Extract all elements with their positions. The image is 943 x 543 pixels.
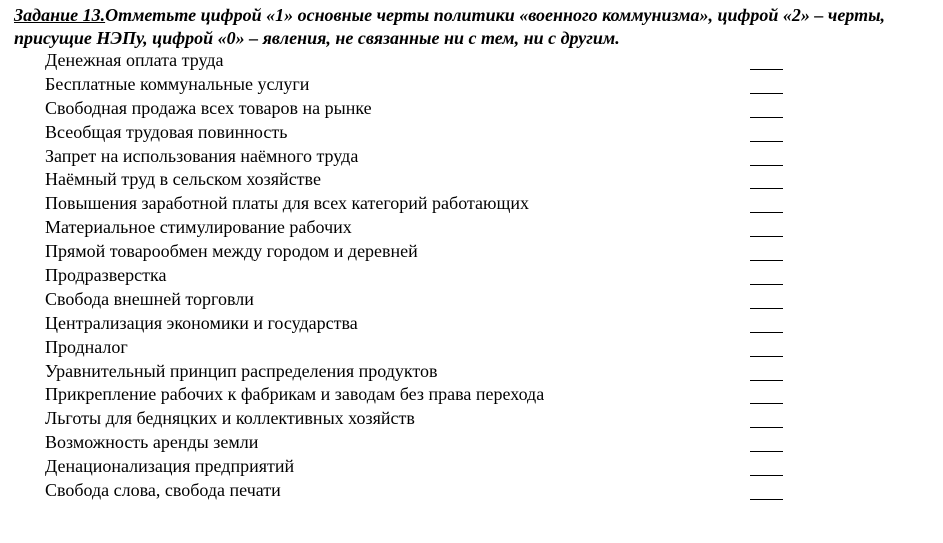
items-list (45, 49, 805, 503)
item-text: Материальное стимулирование рабочих (45, 217, 352, 238)
item-text: Всеобщая трудовая повинность (45, 121, 288, 142)
answer-blank[interactable] (750, 455, 783, 476)
list-item (45, 455, 805, 479)
item-text: Запрет на использования наёмного труда (45, 145, 359, 166)
list-item (45, 264, 805, 288)
answer-blank[interactable] (750, 479, 783, 500)
list-item (45, 407, 805, 431)
answer-blank[interactable] (750, 383, 783, 404)
list-item (45, 168, 805, 192)
item-text: Уравнительный принцип распределения продуктов (45, 360, 438, 381)
answer-blank[interactable] (750, 168, 783, 189)
list-item (45, 145, 805, 169)
list-item (45, 121, 805, 145)
answer-blank[interactable] (750, 73, 783, 94)
answer-blank[interactable] (750, 264, 783, 285)
answer-blank[interactable] (750, 288, 783, 309)
list-item (45, 360, 805, 384)
item-text: Продналог (45, 336, 128, 357)
item-text: Повышения заработной платы для всех категорий работающих (45, 193, 529, 214)
answer-blank[interactable] (750, 431, 783, 452)
item-text: Денежная оплата труда (45, 50, 224, 70)
list-item (45, 336, 805, 360)
answer-blank[interactable] (750, 216, 783, 237)
item-text: Централизация экономики и государства (45, 312, 358, 333)
answer-blank[interactable] (750, 97, 783, 118)
item-text: Свободная продажа всех товаров на рынке (45, 97, 372, 118)
item-text: Продразверстка (45, 265, 167, 286)
item-text: Возможность аренды земли (45, 432, 259, 453)
item-text: Прикрепление рабочих к фабрикам и заводам без права перехода (45, 384, 545, 405)
item-text: Денационализация предприятий (45, 456, 295, 477)
list-item (45, 288, 805, 312)
list-item (45, 97, 805, 121)
task-label: Задание 13. (14, 5, 106, 25)
list-item (45, 49, 805, 73)
item-text: Бесплатные коммунальные услуги (45, 73, 310, 94)
answer-blank[interactable] (750, 407, 783, 428)
item-text: Свобода слова, свобода печати (45, 480, 281, 501)
item-text: Прямой товарообмен между городом и деревней (45, 241, 418, 262)
item-text: Льготы для бедняцких и коллективных хозяйств (45, 408, 415, 429)
task-header (14, 4, 934, 50)
item-text: Наёмный труд в сельском хозяйстве (45, 169, 321, 190)
answer-blank[interactable] (750, 336, 783, 357)
list-item (45, 192, 805, 216)
list-item (45, 383, 805, 407)
answer-blank[interactable] (750, 121, 783, 142)
list-item (45, 240, 805, 264)
task-instruction: Отметьте цифрой «1» основные черты политики «военного коммунизма», цифрой «2» – черты, присущие НЭПу, цифрой «0» – явления, не связанные ни с тем, ни с другим. (14, 5, 886, 48)
list-item (45, 73, 805, 97)
answer-blank[interactable] (750, 240, 783, 261)
answer-blank[interactable] (750, 49, 783, 70)
list-item (45, 312, 805, 336)
answer-blank[interactable] (750, 192, 783, 213)
list-item (45, 431, 805, 455)
answer-blank[interactable] (750, 312, 783, 333)
item-text: Свобода внешней торговли (45, 288, 254, 309)
list-item (45, 216, 805, 240)
answer-blank[interactable] (750, 145, 783, 166)
list-item (45, 479, 805, 503)
answer-blank[interactable] (750, 360, 783, 381)
